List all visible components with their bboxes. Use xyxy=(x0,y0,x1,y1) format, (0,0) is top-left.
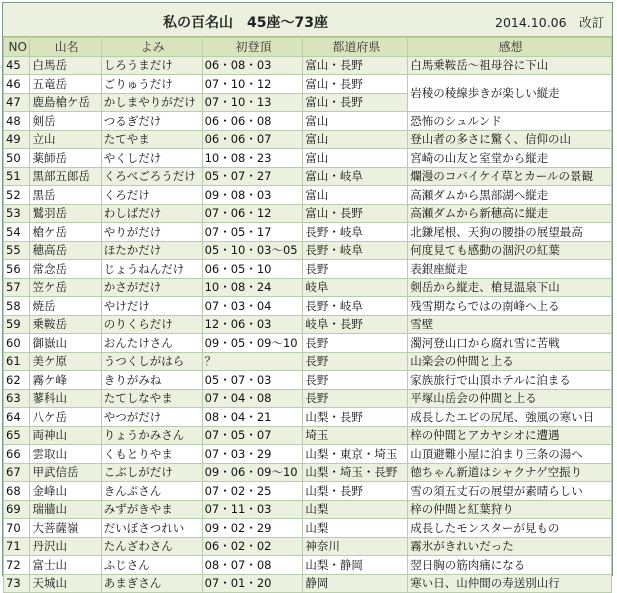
table-row xyxy=(4,204,612,223)
table-row xyxy=(4,445,612,464)
cell-reading: やりがだけ xyxy=(101,223,202,242)
cell-prefecture: 長野 xyxy=(303,334,408,353)
table-row xyxy=(4,112,612,131)
cell-no: 59 xyxy=(4,315,30,334)
cell-mountain-name: 天城山 xyxy=(30,574,101,593)
cell-first-ascent: 06・02・02 xyxy=(202,537,303,556)
cell-no: 54 xyxy=(4,223,30,242)
cell-reading: くろべごろうだけ xyxy=(101,167,202,186)
cell-impression: 何度見ても感動の涸沢の紅葉 xyxy=(408,241,612,260)
cell-reading: うつくしがはら xyxy=(101,352,202,371)
table-row xyxy=(4,334,612,353)
cell-mountain-name: 黒岳 xyxy=(30,186,101,205)
cell-mountain-name: 鹿島槍ケ岳 xyxy=(30,93,101,112)
table-header-row xyxy=(4,38,612,57)
cell-first-ascent: 07・11・03 xyxy=(202,500,303,519)
cell-reading: きりがみね xyxy=(101,371,202,390)
cell-prefecture: 長野・岐阜 xyxy=(303,223,408,242)
table-row xyxy=(4,556,612,575)
cell-reading: かさがだけ xyxy=(101,278,202,297)
table-row xyxy=(4,426,612,445)
cell-prefecture: 埼玉 xyxy=(303,426,408,445)
cell-first-ascent: 07・01・20 xyxy=(202,574,303,593)
cell-mountain-name: 富士山 xyxy=(30,556,101,575)
cell-reading: りょうかみさん xyxy=(101,426,202,445)
cell-prefecture: 長野 xyxy=(303,389,408,408)
cell-no: 67 xyxy=(4,463,30,482)
cell-mountain-name: 薬師岳 xyxy=(30,149,101,168)
table-row xyxy=(4,519,612,538)
table-row xyxy=(4,371,612,390)
cell-first-ascent: 10・08・24 xyxy=(202,278,303,297)
cell-impression: 山楽会の仲間と上る xyxy=(408,352,612,371)
cell-mountain-name: 鷲羽岳 xyxy=(30,204,101,223)
cell-no: 63 xyxy=(4,389,30,408)
cell-prefecture: 富山・長野 xyxy=(303,93,408,112)
cell-mountain-name: 黒部五郎岳 xyxy=(30,167,101,186)
cell-impression: 徳ちゃん新道はシャクナゲ空振り xyxy=(408,463,612,482)
cell-reading: やつがだけ xyxy=(101,408,202,427)
cell-impression: 家族旅行で山頂ホテルに泊まる xyxy=(408,371,612,390)
cell-mountain-name: 瑞牆山 xyxy=(30,500,101,519)
table-row xyxy=(4,260,612,279)
cell-reading: こぶしがだけ xyxy=(101,463,202,482)
cell-first-ascent: 09・05・09～10 xyxy=(202,334,303,353)
table-row xyxy=(4,482,612,501)
cell-prefecture: 岐阜 xyxy=(303,278,408,297)
cell-prefecture: 長野 xyxy=(303,371,408,390)
cell-impression: 爛漫のコバイケイ草とカールの景観 xyxy=(408,167,612,186)
table-row xyxy=(4,56,612,75)
table-row xyxy=(4,574,612,593)
cell-mountain-name: 乗鞍岳 xyxy=(30,315,101,334)
cell-mountain-name: 常念岳 xyxy=(30,260,101,279)
cell-no: 56 xyxy=(4,260,30,279)
cell-reading: しろうまだけ xyxy=(101,56,202,75)
cell-reading: だいぼさつれい xyxy=(101,519,202,538)
table-row xyxy=(4,500,612,519)
column-header-no: NO xyxy=(4,38,30,57)
cell-impression: 霧氷がきれいだった xyxy=(408,537,612,556)
cell-no: 58 xyxy=(4,297,30,316)
cell-impression: 高瀬ダムから黒部湖へ縦走 xyxy=(408,186,612,205)
cell-no: 53 xyxy=(4,204,30,223)
cell-mountain-name: 金峰山 xyxy=(30,482,101,501)
cell-reading: みずがきやま xyxy=(101,500,202,519)
cell-impression: 梓の仲間とアカヤシオに遭遇 xyxy=(408,426,612,445)
cell-prefecture: 山梨・静岡 xyxy=(303,556,408,575)
cell-reading: かしまやりがだけ xyxy=(101,93,202,112)
cell-first-ascent: 08・04・21 xyxy=(202,408,303,427)
cell-impression: 成長したエビの尻尾、強風の寒い日 xyxy=(408,408,612,427)
cell-first-ascent: 07・05・07 xyxy=(202,426,303,445)
cell-prefecture: 山梨・長野 xyxy=(303,408,408,427)
column-header-impression: 感想 xyxy=(408,38,612,57)
cell-no: 57 xyxy=(4,278,30,297)
cell-mountain-name: 立山 xyxy=(30,130,101,149)
cell-no: 61 xyxy=(4,352,30,371)
cell-no: 66 xyxy=(4,445,30,464)
title-bar xyxy=(3,3,612,37)
cell-reading: やけだけ xyxy=(101,297,202,316)
cell-prefecture: 山梨・長野 xyxy=(303,482,408,501)
cell-mountain-name: 両神山 xyxy=(30,426,101,445)
cell-impression: 表銀座縦走 xyxy=(408,260,612,279)
cell-first-ascent: 07・02・25 xyxy=(202,482,303,501)
cell-prefecture: 長野・岐阜 xyxy=(303,297,408,316)
cell-reading: のりくらだけ xyxy=(101,315,202,334)
cell-prefecture: 山梨 xyxy=(303,500,408,519)
cell-first-ascent: 12・06・03 xyxy=(202,315,303,334)
cell-prefecture: 富山・長野 xyxy=(303,204,408,223)
table-row xyxy=(4,389,612,408)
cell-impression: 成長したモンスターが見もの xyxy=(408,519,612,538)
cell-prefecture: 富山・長野 xyxy=(303,56,408,75)
cell-prefecture: 長野・岐阜 xyxy=(303,241,408,260)
cell-mountain-name: 笠ケ岳 xyxy=(30,278,101,297)
cell-no: 73 xyxy=(4,574,30,593)
cell-reading: わしばだけ xyxy=(101,204,202,223)
cell-impression: 高瀬ダムから新穂高に縦走 xyxy=(408,204,612,223)
cell-impression: 北鎌尾根、天狗の腰掛の展望最高 xyxy=(408,223,612,242)
cell-mountain-name: 穂高岳 xyxy=(30,241,101,260)
cell-prefecture: 長野 xyxy=(303,260,408,279)
cell-impression: 寒い日、山仲間の寿送別山行 xyxy=(408,574,612,593)
cell-prefecture: 静岡 xyxy=(303,574,408,593)
table-row xyxy=(4,75,612,94)
column-header-first-ascent: 初登頂 xyxy=(202,38,303,57)
cell-mountain-name: 白馬岳 xyxy=(30,56,101,75)
table-body xyxy=(4,56,612,593)
cell-prefecture: 富山 xyxy=(303,186,408,205)
cell-mountain-name: 剣岳 xyxy=(30,112,101,131)
cell-prefecture: 山梨・埼玉・長野 xyxy=(303,463,408,482)
table-row xyxy=(4,223,612,242)
cell-no: 51 xyxy=(4,167,30,186)
cell-reading: ほたかだけ xyxy=(101,241,202,260)
cell-first-ascent: 07・05・17 xyxy=(202,223,303,242)
table-row xyxy=(4,241,612,260)
table-row xyxy=(4,167,612,186)
cell-reading: くろだけ xyxy=(101,186,202,205)
cell-no: 48 xyxy=(4,112,30,131)
cell-no: 46 xyxy=(4,75,30,94)
cell-reading: おんたけさん xyxy=(101,334,202,353)
cell-first-ascent: 09・02・29 xyxy=(202,519,303,538)
cell-first-ascent: 09・08・03 xyxy=(202,186,303,205)
cell-no: 72 xyxy=(4,556,30,575)
cell-no: 64 xyxy=(4,408,30,427)
cell-impression: 梓の仲間と紅葉狩り xyxy=(408,500,612,519)
cell-prefecture: 富山 xyxy=(303,130,408,149)
cell-reading: くもとりやま xyxy=(101,445,202,464)
cell-first-ascent: 05・07・03 xyxy=(202,371,303,390)
column-header-yomi: よみ xyxy=(101,38,202,57)
page-title: 私の百名山 45座～73座 xyxy=(163,15,328,31)
table-row xyxy=(4,130,612,149)
cell-first-ascent: 09・06・09～10 xyxy=(202,463,303,482)
cell-no: 69 xyxy=(4,500,30,519)
cell-prefecture: 山梨・東京・埼玉 xyxy=(303,445,408,464)
table-row xyxy=(4,408,612,427)
cell-no: 47 xyxy=(4,93,30,112)
cell-mountain-name: 雲取山 xyxy=(30,445,101,464)
table-row xyxy=(4,149,612,168)
cell-reading: たんざわさん xyxy=(101,537,202,556)
cell-first-ascent: 07・03・04 xyxy=(202,297,303,316)
cell-prefecture: 神奈川 xyxy=(303,537,408,556)
cell-prefecture: 富山・岐阜 xyxy=(303,167,408,186)
cell-reading: ごりゅうだけ xyxy=(101,75,202,94)
cell-no: 68 xyxy=(4,482,30,501)
cell-first-ascent: 10・08・23 xyxy=(202,149,303,168)
cell-first-ascent: 06・06・08 xyxy=(202,112,303,131)
cell-mountain-name: 五竜岳 xyxy=(30,75,101,94)
cell-reading: たてやま xyxy=(101,130,202,149)
cell-first-ascent: 07・10・13 xyxy=(202,93,303,112)
cell-impression: 岩稜の稜線歩きが楽しい縦走 xyxy=(408,75,612,112)
mountain-table xyxy=(3,37,612,593)
cell-reading: たてしなやま xyxy=(101,389,202,408)
cell-first-ascent: 08・07・08 xyxy=(202,556,303,575)
column-header-name: 山名 xyxy=(30,38,101,57)
cell-mountain-name: 大菩薩嶺 xyxy=(30,519,101,538)
cell-first-ascent: ？ xyxy=(202,352,303,371)
table-row xyxy=(4,297,612,316)
cell-impression: 白馬乗鞍岳～祖母谷に下山 xyxy=(408,56,612,75)
cell-first-ascent: 07・06・12 xyxy=(202,204,303,223)
cell-prefecture: 富山・長野 xyxy=(303,75,408,94)
cell-first-ascent: 05・10・03～05 xyxy=(202,241,303,260)
cell-mountain-name: 甲武信岳 xyxy=(30,463,101,482)
cell-first-ascent: 07・03・29 xyxy=(202,445,303,464)
cell-prefecture: 岐阜・長野 xyxy=(303,315,408,334)
cell-first-ascent: 06・06・07 xyxy=(202,130,303,149)
cell-prefecture: 富山 xyxy=(303,149,408,168)
cell-mountain-name: 蓼科山 xyxy=(30,389,101,408)
table-row xyxy=(4,186,612,205)
cell-first-ascent: 07・04・08 xyxy=(202,389,303,408)
cell-prefecture: 長野 xyxy=(303,352,408,371)
cell-no: 60 xyxy=(4,334,30,353)
cell-first-ascent: 06・05・10 xyxy=(202,260,303,279)
cell-impression: 平塚山岳会の仲間と上る xyxy=(408,389,612,408)
cell-impression: 翌日胸の筋肉痛になる xyxy=(408,556,612,575)
cell-impression: 登山者の多さに驚く、信仰の山 xyxy=(408,130,612,149)
cell-first-ascent: 07・10・12 xyxy=(202,75,303,94)
cell-impression: 宮崎の山友と室堂から縦走 xyxy=(408,149,612,168)
table-row xyxy=(4,537,612,556)
cell-mountain-name: 美ケ原 xyxy=(30,352,101,371)
cell-mountain-name: 槍ケ岳 xyxy=(30,223,101,242)
table-row xyxy=(4,352,612,371)
cell-reading: きんぷさん xyxy=(101,482,202,501)
cell-impression: 雪壁 xyxy=(408,315,612,334)
cell-impression: 恐怖のシュルンド xyxy=(408,112,612,131)
cell-mountain-name: 焼岳 xyxy=(30,297,101,316)
cell-first-ascent: 05・07・27 xyxy=(202,167,303,186)
cell-mountain-name: 八ケ岳 xyxy=(30,408,101,427)
cell-impression: 残雪期ならではの南峰へ上る xyxy=(408,297,612,316)
cell-prefecture: 山梨 xyxy=(303,519,408,538)
cell-prefecture: 富山 xyxy=(303,112,408,131)
revision-date: 2014.10.06 改訂 xyxy=(495,15,605,30)
cell-no: 55 xyxy=(4,241,30,260)
cell-no: 70 xyxy=(4,519,30,538)
table-row xyxy=(4,315,612,334)
column-header-prefecture: 都道府県 xyxy=(303,38,408,57)
cell-no: 49 xyxy=(4,130,30,149)
cell-reading: あまぎさん xyxy=(101,574,202,593)
cell-mountain-name: 霧ケ峰 xyxy=(30,371,101,390)
cell-mountain-name: 御嶽山 xyxy=(30,334,101,353)
cell-no: 50 xyxy=(4,149,30,168)
table-row xyxy=(4,463,612,482)
cell-impression: 山頂避難小屋に泊まり三条の湯へ xyxy=(408,445,612,464)
cell-reading: じょうねんだけ xyxy=(101,260,202,279)
cell-no: 45 xyxy=(4,56,30,75)
cell-no: 71 xyxy=(4,537,30,556)
cell-no: 52 xyxy=(4,186,30,205)
cell-reading: つるぎだけ xyxy=(101,112,202,131)
cell-no: 62 xyxy=(4,371,30,390)
cell-impression: 濁河登山口から腐れ雪に苦戦 xyxy=(408,334,612,353)
cell-no: 65 xyxy=(4,426,30,445)
cell-impression: 雪の須五丈石の展望が素晴らしい xyxy=(408,482,612,501)
cell-first-ascent: 06・08・03 xyxy=(202,56,303,75)
cell-reading: やくしだけ xyxy=(101,149,202,168)
cell-impression: 剣岳から縦走、槍見温泉下山 xyxy=(408,278,612,297)
table-row xyxy=(4,278,612,297)
cell-mountain-name: 丹沢山 xyxy=(30,537,101,556)
cell-reading: ふじさん xyxy=(101,556,202,575)
